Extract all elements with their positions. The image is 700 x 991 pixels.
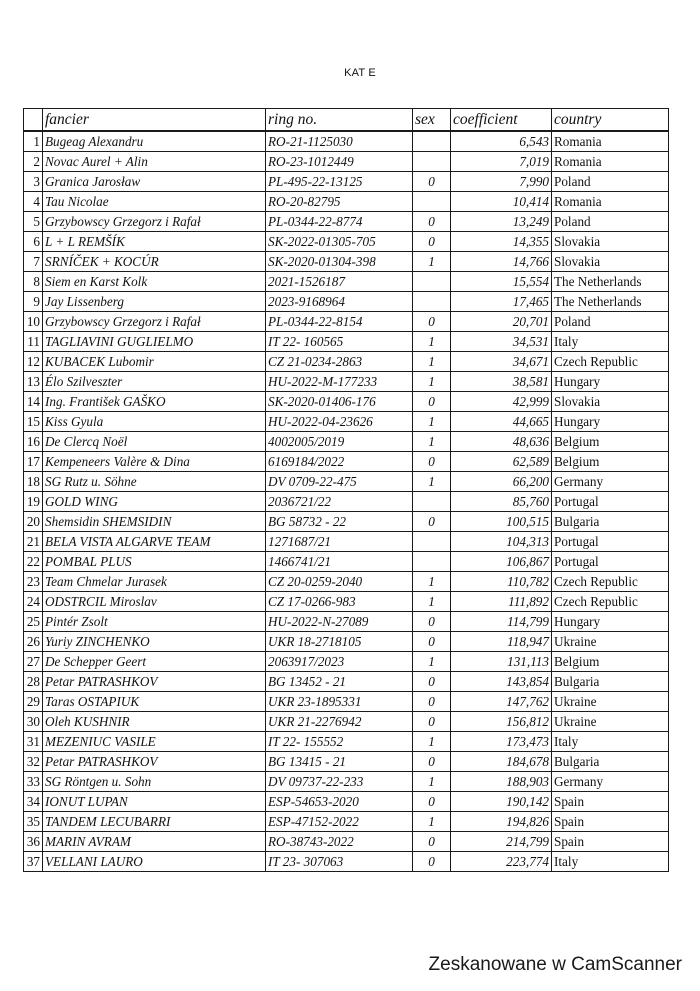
sex-cell: 0 <box>413 632 451 652</box>
rank-cell: 6 <box>24 232 43 252</box>
sex-cell: 0 <box>413 512 451 532</box>
ring-no-cell: 2021-1526187 <box>266 272 413 292</box>
table-row <box>24 552 669 572</box>
ring-no-cell: UKR 23-1895331 <box>266 692 413 712</box>
country-cell: Belgium <box>552 432 669 452</box>
fancier-cell: Jay Lissenberg <box>43 292 266 312</box>
coefficient-cell: 106,867 <box>451 552 552 572</box>
coefficient-cell: 143,854 <box>451 672 552 692</box>
table-row <box>24 632 669 652</box>
ring-no-cell: HU-2022-M-177233 <box>266 372 413 392</box>
sex-cell: 1 <box>413 812 451 832</box>
table-row <box>24 832 669 852</box>
ring-no-cell: ESP-54653-2020 <box>266 792 413 812</box>
fancier-cell: POMBAL PLUS <box>43 552 266 572</box>
camscanner-watermark: Zeskanowane w CamScanner <box>428 954 682 975</box>
coefficient-cell: 184,678 <box>451 752 552 772</box>
sex-cell: 0 <box>413 452 451 472</box>
fancier-cell: Grzybowscy Grzegorz i Rafał <box>43 312 266 332</box>
table-row <box>24 392 669 412</box>
sex-cell: 0 <box>413 852 451 872</box>
sex-cell: 0 <box>413 672 451 692</box>
table-row <box>24 212 669 232</box>
sex-cell <box>413 272 451 292</box>
rank-cell: 4 <box>24 192 43 212</box>
sex-cell: 1 <box>413 472 451 492</box>
country-cell: Belgium <box>552 452 669 472</box>
rank-cell: 1 <box>24 131 43 152</box>
rank-cell: 34 <box>24 792 43 812</box>
header-country: country <box>552 109 669 132</box>
rank-cell: 9 <box>24 292 43 312</box>
rank-cell: 11 <box>24 332 43 352</box>
sex-cell <box>413 192 451 212</box>
fancier-cell: BELA VISTA ALGARVE TEAM <box>43 532 266 552</box>
table-row <box>24 312 669 332</box>
sex-cell: 1 <box>413 652 451 672</box>
fancier-cell: KUBACEK Lubomir <box>43 352 266 372</box>
table-header-row <box>24 109 669 132</box>
ring-no-cell: UKR 18-2718105 <box>266 632 413 652</box>
ring-no-cell: PL-495-22-13125 <box>266 172 413 192</box>
country-cell: Germany <box>552 772 669 792</box>
fancier-cell: Team Chmelar Jurasek <box>43 572 266 592</box>
ring-no-cell: SK-2020-01406-176 <box>266 392 413 412</box>
coefficient-cell: 10,414 <box>451 192 552 212</box>
country-cell: Hungary <box>552 372 669 392</box>
rank-cell: 17 <box>24 452 43 472</box>
fancier-cell: SG Rutz u. Söhne <box>43 472 266 492</box>
coefficient-cell: 190,142 <box>451 792 552 812</box>
rank-cell: 13 <box>24 372 43 392</box>
rank-cell: 2 <box>24 152 43 172</box>
fancier-cell: Petar PATRASHKOV <box>43 752 266 772</box>
ring-no-cell: SK-2020-01304-398 <box>266 252 413 272</box>
ring-no-cell: 2036721/22 <box>266 492 413 512</box>
table-row <box>24 172 669 192</box>
fancier-cell: Yuriy ZINCHENKO <box>43 632 266 652</box>
country-cell: Poland <box>552 172 669 192</box>
rank-cell: 23 <box>24 572 43 592</box>
sex-cell: 0 <box>413 612 451 632</box>
sex-cell: 1 <box>413 432 451 452</box>
table-row <box>24 692 669 712</box>
coefficient-cell: 100,515 <box>451 512 552 532</box>
ring-no-cell: 4002005/2019 <box>266 432 413 452</box>
rank-cell: 24 <box>24 592 43 612</box>
table-row <box>24 192 669 212</box>
rank-cell: 31 <box>24 732 43 752</box>
table-row <box>24 812 669 832</box>
fancier-cell: Granica Jarosław <box>43 172 266 192</box>
rank-cell: 16 <box>24 432 43 452</box>
results-table <box>23 108 669 872</box>
coefficient-cell: 6,543 <box>451 131 552 152</box>
coefficient-cell: 62,589 <box>451 452 552 472</box>
fancier-cell: Taras OSTAPIUK <box>43 692 266 712</box>
country-cell: Portugal <box>552 552 669 572</box>
rank-cell: 20 <box>24 512 43 532</box>
fancier-cell: Kempeneers Valère & Dina <box>43 452 266 472</box>
coefficient-cell: 223,774 <box>451 852 552 872</box>
table-row <box>24 592 669 612</box>
fancier-cell: VELLANI LAURO <box>43 852 266 872</box>
sex-cell: 1 <box>413 352 451 372</box>
table-row <box>24 672 669 692</box>
ring-no-cell: DV 09737-22-233 <box>266 772 413 792</box>
coefficient-cell: 20,701 <box>451 312 552 332</box>
rank-cell: 29 <box>24 692 43 712</box>
table-row <box>24 152 669 172</box>
table-row <box>24 272 669 292</box>
country-cell: The Netherlands <box>552 292 669 312</box>
fancier-cell: Shemsidin SHEMSIDIN <box>43 512 266 532</box>
rank-cell: 3 <box>24 172 43 192</box>
ring-no-cell: 1271687/21 <box>266 532 413 552</box>
fancier-cell: Oleh KUSHNIR <box>43 712 266 732</box>
country-cell: Hungary <box>552 412 669 432</box>
table-row <box>24 652 669 672</box>
fancier-cell: De Clercq Noël <box>43 432 266 452</box>
ring-no-cell: BG 13415 - 21 <box>266 752 413 772</box>
sex-cell: 0 <box>413 392 451 412</box>
fancier-cell: Kiss Gyula <box>43 412 266 432</box>
coefficient-cell: 34,671 <box>451 352 552 372</box>
fancier-cell: TANDEM LECUBARRI <box>43 812 266 832</box>
country-cell: Ukraine <box>552 632 669 652</box>
sex-cell: 0 <box>413 232 451 252</box>
rank-cell: 32 <box>24 752 43 772</box>
coefficient-cell: 110,782 <box>451 572 552 592</box>
coefficient-cell: 34,531 <box>451 332 552 352</box>
coefficient-cell: 14,355 <box>451 232 552 252</box>
rank-cell: 22 <box>24 552 43 572</box>
country-cell: Belgium <box>552 652 669 672</box>
coefficient-cell: 13,249 <box>451 212 552 232</box>
coefficient-cell: 214,799 <box>451 832 552 852</box>
table-row <box>24 852 669 872</box>
country-cell: Czech Republic <box>552 592 669 612</box>
fancier-cell: Pintér Zsolt <box>43 612 266 632</box>
rank-cell: 27 <box>24 652 43 672</box>
fancier-cell: De Schepper Geert <box>43 652 266 672</box>
ring-no-cell: IT 22- 160565 <box>266 332 413 352</box>
coefficient-cell: 66,200 <box>451 472 552 492</box>
page-title: KAT E <box>344 67 376 79</box>
coefficient-cell: 111,892 <box>451 592 552 612</box>
country-cell: Bulgaria <box>552 672 669 692</box>
coefficient-cell: 194,826 <box>451 812 552 832</box>
rank-cell: 33 <box>24 772 43 792</box>
table-row <box>24 712 669 732</box>
coefficient-cell: 7,019 <box>451 152 552 172</box>
sex-cell: 1 <box>413 572 451 592</box>
sex-cell: 1 <box>413 332 451 352</box>
ring-no-cell: RO-38743-2022 <box>266 832 413 852</box>
ring-no-cell: IT 23- 307063 <box>266 852 413 872</box>
coefficient-cell: 118,947 <box>451 632 552 652</box>
country-cell: Italy <box>552 332 669 352</box>
fancier-cell: Siem en Karst Kolk <box>43 272 266 292</box>
ring-no-cell: HU-2022-N-27089 <box>266 612 413 632</box>
header-rank <box>24 109 43 132</box>
table-body <box>24 131 669 872</box>
sex-cell: 0 <box>413 172 451 192</box>
header-fancier: fancier <box>43 109 266 132</box>
rank-cell: 5 <box>24 212 43 232</box>
ring-no-cell: CZ 21-0234-2863 <box>266 352 413 372</box>
country-cell: Romania <box>552 152 669 172</box>
sex-cell: 0 <box>413 312 451 332</box>
ring-no-cell: 2063917/2023 <box>266 652 413 672</box>
coefficient-cell: 114,799 <box>451 612 552 632</box>
ring-no-cell: PL-0344-22-8154 <box>266 312 413 332</box>
coefficient-cell: 48,636 <box>451 432 552 452</box>
rank-cell: 30 <box>24 712 43 732</box>
rank-cell: 19 <box>24 492 43 512</box>
ring-no-cell: CZ 20-0259-2040 <box>266 572 413 592</box>
fancier-cell: L + L REMŠÍK <box>43 232 266 252</box>
rank-cell: 26 <box>24 632 43 652</box>
country-cell: Ukraine <box>552 692 669 712</box>
table-row <box>24 452 669 472</box>
sex-cell <box>413 492 451 512</box>
fancier-cell: MARIN AVRAM <box>43 832 266 852</box>
country-cell: Hungary <box>552 612 669 632</box>
ring-no-cell: HU-2022-04-23626 <box>266 412 413 432</box>
fancier-cell: Bugeag Alexandru <box>43 131 266 152</box>
ring-no-cell: ESP-47152-2022 <box>266 812 413 832</box>
rank-cell: 36 <box>24 832 43 852</box>
sex-cell <box>413 552 451 572</box>
fancier-cell: ODSTRCIL Miroslav <box>43 592 266 612</box>
coefficient-cell: 85,760 <box>451 492 552 512</box>
rank-cell: 8 <box>24 272 43 292</box>
rank-cell: 10 <box>24 312 43 332</box>
header-sex: sex <box>413 109 451 132</box>
country-cell: Spain <box>552 832 669 852</box>
country-cell: Slovakia <box>552 232 669 252</box>
sex-cell: 0 <box>413 212 451 232</box>
fancier-cell: Novac Aurel + Alin <box>43 152 266 172</box>
coefficient-cell: 38,581 <box>451 372 552 392</box>
ring-no-cell: RO-23-1012449 <box>266 152 413 172</box>
fancier-cell: IONUT LUPAN <box>43 792 266 812</box>
rank-cell: 25 <box>24 612 43 632</box>
table-row <box>24 412 669 432</box>
rank-cell: 12 <box>24 352 43 372</box>
country-cell: Czech Republic <box>552 352 669 372</box>
coefficient-cell: 156,812 <box>451 712 552 732</box>
table-row <box>24 232 669 252</box>
country-cell: Poland <box>552 212 669 232</box>
country-cell: Italy <box>552 852 669 872</box>
country-cell: Slovakia <box>552 392 669 412</box>
ring-no-cell: 2023-9168964 <box>266 292 413 312</box>
sex-cell: 1 <box>413 372 451 392</box>
ring-no-cell: IT 22- 155552 <box>266 732 413 752</box>
country-cell: Italy <box>552 732 669 752</box>
sex-cell <box>413 292 451 312</box>
country-cell: Bulgaria <box>552 512 669 532</box>
table-row <box>24 472 669 492</box>
table-row <box>24 572 669 592</box>
sex-cell: 1 <box>413 252 451 272</box>
country-cell: The Netherlands <box>552 272 669 292</box>
sex-cell: 0 <box>413 752 451 772</box>
country-cell: Portugal <box>552 492 669 512</box>
ring-no-cell: DV 0709-22-475 <box>266 472 413 492</box>
fancier-cell: SRNÍČEK + KOCÚR <box>43 252 266 272</box>
sex-cell: 1 <box>413 732 451 752</box>
coefficient-cell: 7,990 <box>451 172 552 192</box>
ring-no-cell: 6169184/2022 <box>266 452 413 472</box>
country-cell: Romania <box>552 192 669 212</box>
sex-cell: 0 <box>413 792 451 812</box>
ring-no-cell: SK-2022-01305-705 <box>266 232 413 252</box>
header-ring-no: ring no. <box>266 109 413 132</box>
table-row <box>24 792 669 812</box>
sex-cell <box>413 152 451 172</box>
ring-no-cell: UKR 21-2276942 <box>266 712 413 732</box>
fancier-cell: Petar PATRASHKOV <box>43 672 266 692</box>
table-row <box>24 512 669 532</box>
sex-cell: 0 <box>413 692 451 712</box>
table-row <box>24 612 669 632</box>
country-cell: Ukraine <box>552 712 669 732</box>
table-row <box>24 732 669 752</box>
fancier-cell: GOLD WING <box>43 492 266 512</box>
fancier-cell: Tau Nicolae <box>43 192 266 212</box>
ring-no-cell: BG 13452 - 21 <box>266 672 413 692</box>
rank-cell: 35 <box>24 812 43 832</box>
ring-no-cell: CZ 17-0266-983 <box>266 592 413 612</box>
country-cell: Spain <box>552 792 669 812</box>
table-row <box>24 532 669 552</box>
fancier-cell: Élo Szilveszter <box>43 372 266 392</box>
coefficient-cell: 104,313 <box>451 532 552 552</box>
table-row <box>24 432 669 452</box>
coefficient-cell: 173,473 <box>451 732 552 752</box>
table-row <box>24 772 669 792</box>
rank-cell: 37 <box>24 852 43 872</box>
rank-cell: 14 <box>24 392 43 412</box>
rank-cell: 7 <box>24 252 43 272</box>
country-cell: Bulgaria <box>552 752 669 772</box>
country-cell: Germany <box>552 472 669 492</box>
table-row <box>24 372 669 392</box>
sex-cell: 1 <box>413 592 451 612</box>
fancier-cell: Grzybowscy Grzegorz i Rafał <box>43 212 266 232</box>
rank-cell: 28 <box>24 672 43 692</box>
rank-cell: 21 <box>24 532 43 552</box>
ring-no-cell: BG 58732 - 22 <box>266 512 413 532</box>
ring-no-cell: 1466741/21 <box>266 552 413 572</box>
sex-cell: 0 <box>413 832 451 852</box>
rank-cell: 18 <box>24 472 43 492</box>
country-cell: Poland <box>552 312 669 332</box>
coefficient-cell: 15,554 <box>451 272 552 292</box>
sex-cell <box>413 532 451 552</box>
sex-cell: 0 <box>413 712 451 732</box>
country-cell: Spain <box>552 812 669 832</box>
ring-no-cell: RO-20-82795 <box>266 192 413 212</box>
fancier-cell: MEZENIUC VASILE <box>43 732 266 752</box>
sex-cell: 1 <box>413 772 451 792</box>
coefficient-cell: 42,999 <box>451 392 552 412</box>
coefficient-cell: 188,903 <box>451 772 552 792</box>
sex-cell: 1 <box>413 412 451 432</box>
header-coefficient: coefficient <box>451 109 552 132</box>
coefficient-cell: 17,465 <box>451 292 552 312</box>
fancier-cell: Ing. František GAŠKO <box>43 392 266 412</box>
ring-no-cell: PL-0344-22-8774 <box>266 212 413 232</box>
coefficient-cell: 44,665 <box>451 412 552 432</box>
ring-no-cell: RO-21-1125030 <box>266 131 413 152</box>
rank-cell: 15 <box>24 412 43 432</box>
country-cell: Slovakia <box>552 252 669 272</box>
fancier-cell: SG Röntgen u. Sohn <box>43 772 266 792</box>
coefficient-cell: 131,113 <box>451 652 552 672</box>
table-row <box>24 752 669 772</box>
coefficient-cell: 147,762 <box>451 692 552 712</box>
table-row <box>24 252 669 272</box>
country-cell: Portugal <box>552 532 669 552</box>
country-cell: Romania <box>552 131 669 152</box>
coefficient-cell: 14,766 <box>451 252 552 272</box>
sex-cell <box>413 131 451 152</box>
table-row <box>24 332 669 352</box>
table-row <box>24 492 669 512</box>
table-row <box>24 292 669 312</box>
table-row <box>24 352 669 372</box>
table-row <box>24 131 669 152</box>
fancier-cell: TAGLIAVINI GUGLIELMO <box>43 332 266 352</box>
country-cell: Czech Republic <box>552 572 669 592</box>
